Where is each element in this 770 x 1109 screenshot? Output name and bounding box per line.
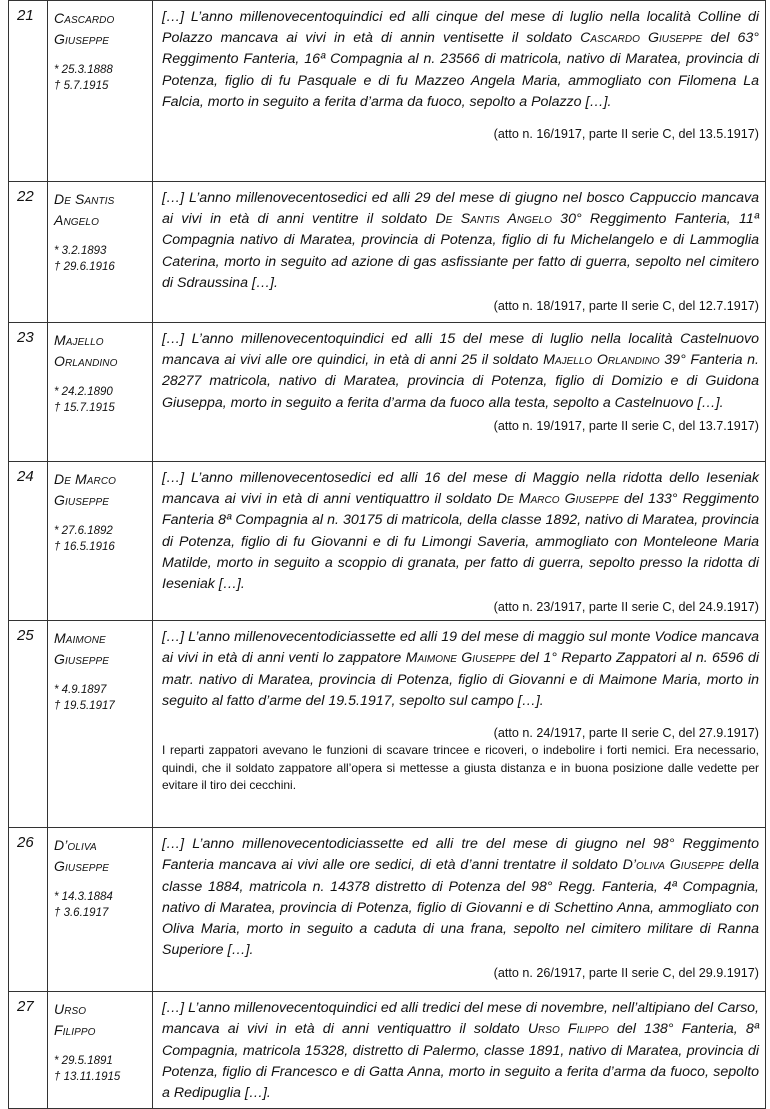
soldier-name-cell xyxy=(48,462,153,621)
birth-date: * 29.5.1891 xyxy=(54,1055,113,1068)
death-record-cell xyxy=(153,621,766,828)
explanatory-note: I reparti zappatori avevano le funzioni di scavare trincee e ricoveri, o indebolire i forti nemici. Era necessario, quindi, che il soldato zappatore all’opera si mettesse a giusta distanza e in buona posizione dalle vedette per evitare il tiro dei cecchini. xyxy=(162,743,759,793)
death-record-cell xyxy=(153,182,766,323)
record-soldier-name: Majello Orlandino xyxy=(543,352,660,369)
entry-number: 25 xyxy=(9,621,48,828)
soldier-given-name: Angelo xyxy=(54,212,99,228)
soldier-name-cell xyxy=(48,621,153,828)
birth-date: * 24.2.1890 xyxy=(54,386,113,398)
birth-date: * 3.2.1893 xyxy=(54,245,107,257)
record-soldier-name: De Marco Giuseppe xyxy=(496,491,619,508)
death-date: † 3.6.1917 xyxy=(54,907,109,920)
record-soldier-name: D’oliva Giuseppe xyxy=(622,857,725,874)
death-record-cell xyxy=(153,1,766,182)
act-reference: (atto n. 18/1917, parte II serie C, del 12.7.1917) xyxy=(493,299,759,314)
soldier-name-cell xyxy=(48,828,153,992)
act-reference: (atto n. 24/1917, parte II serie C, del 27.9.1917) xyxy=(493,726,759,741)
record-text: […] L’anno millenovecentosedici ed alli 16 del mese di Maggio nella ridotta dello Ieseniak mancava ai vivi in età di anni ventiquattro il soldato De Marco Giuseppe del 133° Reggimento Fanteria 8ª Compagnia al n. 30175 di matricola, della classe 1892, nativo di Maratea, provincia di Potenza, figlio di fu Giovanni e di fu Limongi Saveria, ammogliato con Monteleone Maria Matilde, morto in seguito a scoppio di granata, per fatto di guerra, sepolto presso la ridotta di Ieseniak […]. xyxy=(162,470,760,593)
death-date: † 16.5.1916 xyxy=(54,541,115,553)
birth-date: * 14.3.1884 xyxy=(54,891,113,904)
table-row xyxy=(9,992,766,1109)
death-record-cell xyxy=(153,992,766,1109)
death-record-cell xyxy=(153,462,766,621)
soldier-name-cell xyxy=(48,182,153,323)
table-row xyxy=(9,621,766,828)
soldier-surname: Majello xyxy=(54,332,104,348)
record-text: […] L’anno millenovecentoquindici ed alli tredici del mese di novembre, nell’altipiano del Carso, mancava ai vivi in età di anni ventiquattro il soldato Urso Filippo del 138° Fanteria, 8ª Compagnia, matricola 15328, distretto di Palermo, classe 1891, nativo di Maratea, provincia di Potenza, figlio di Francesco e di Gatta Anna, morto in seguito a ferita d’arma da fuoco, sepolto a Redipuglia […]. xyxy=(162,1000,759,1102)
soldier-given-name: Filippo xyxy=(54,1022,96,1039)
soldier-given-name: Giuseppe xyxy=(54,31,110,47)
entry-number: 27 xyxy=(9,992,48,1109)
table-row xyxy=(9,182,766,323)
soldier-name-cell xyxy=(48,992,153,1109)
soldier-surname: Cascardo xyxy=(54,10,115,26)
record-text: […] L’anno millenovecentodiciassette ed alli tre del mese di giugno nel 98° Reggimento Fanteria mancava ai vivi alle ore sedici, di età d’anni trentatre il soldato D’oliva Giuseppe della classe 1884, matricola n. 14378 distretto di Potenza del 98° Regg. Fanteria, 4ª Compagnia, nativo di Maratea, provincia di Potenza, figlio di Giovanni e di Schettino Anna, ammogliato con Oliva Maria, morto in seguito a caduta di una frana, sepolto nel cimitero militare di Ranna Superiore […]. xyxy=(162,836,759,959)
entry-number: 24 xyxy=(9,462,48,621)
birth-date: * 25.3.1888 xyxy=(54,64,113,76)
act-reference: (atto n. 16/1917, parte II serie C, del 13.5.1917) xyxy=(493,127,759,142)
entry-number: 21 xyxy=(9,1,48,182)
soldier-surname: Urso xyxy=(54,1001,87,1018)
entry-number: 22 xyxy=(9,182,48,323)
record-text: […] L’anno millenovecentoquindici ed alli cinque del mese di luglio nella località Colline di Polazzo mancava ai vivi in età di annin ventisette il soldato Cascardo Giuseppe del 63° Reggimento Fanteria, 16ª Compagnia al n. 23566 di matricola, nativo di Maratea, provincia di Potenza, figlio di fu Pasquale e di fu Mazzeo Angela Maria, ammogliato con Filomena La Falcia, morto in seguito a ferita d’arma da fuoco, sepolto a Polazzo […]. xyxy=(162,9,759,110)
record-soldier-name: De Santis Angelo xyxy=(435,211,552,228)
table-row xyxy=(9,323,766,462)
birth-date: * 27.6.1892 xyxy=(54,525,113,537)
birth-date: * 4.9.1897 xyxy=(54,684,107,697)
record-soldier-name: Urso Filippo xyxy=(527,1021,609,1038)
soldier-given-name: Giuseppe xyxy=(54,858,110,875)
fallen-soldiers-table xyxy=(8,0,766,1109)
soldier-name-cell xyxy=(48,1,153,182)
death-record-cell xyxy=(153,828,766,992)
table-row xyxy=(9,1,766,182)
soldier-surname: De Santis xyxy=(54,191,115,207)
death-date: † 15.7.1915 xyxy=(54,402,115,414)
soldier-given-name: Orlandino xyxy=(54,353,118,369)
record-soldier-name: Cascardo Giuseppe xyxy=(580,30,703,47)
table-row xyxy=(9,828,766,992)
soldier-name-cell xyxy=(48,323,153,462)
soldier-surname: De Marco xyxy=(54,471,117,487)
soldier-surname: Maimone xyxy=(54,630,106,647)
soldier-surname: D’oliva xyxy=(54,837,97,854)
death-record-cell xyxy=(153,323,766,462)
act-reference: (atto n. 26/1917, parte II serie C, del 29.9.1917) xyxy=(493,966,759,981)
record-text: […] L’anno millenovecentodiciassette ed alli 19 del mese di maggio sul monte Vodice mancava ai vivi in età di anni venti lo zappatore Maimone Giuseppe del 1° Reparto Zappatori al n. 6596 di matr. nativo di Maratea, provincia di Potenza, figlio di Giovanni e di Maimone Maria, morto in seguito al fatto d’arme del 19.5.1917, sepolto sul campo […]. xyxy=(162,629,760,709)
death-date: † 29.6.1916 xyxy=(54,261,115,273)
record-text: […] L’anno millenovecentosedici ed alli 29 del mese di giugno nel bosco Cappuccio mancava ai vivi in età di anni ventitre il soldato De Santis Angelo 30° Reggimento Fanteria, 11ª Compagnia nativo di Maratea, provincia di Potenza, figlio di fu Michelangelo e di Lammoglia Caterina, morto in seguito ad azione di gas asfissiante per fatto di guerra, sepolto nel cimitero di Sdraussina […]. xyxy=(162,190,760,291)
soldier-given-name: Giuseppe xyxy=(54,492,110,508)
death-date: † 13.11.1915 xyxy=(54,1071,121,1084)
entry-number: 23 xyxy=(9,323,48,462)
table-row xyxy=(9,462,766,621)
act-reference: (atto n. 23/1917, parte II serie C, del 24.9.1917) xyxy=(493,600,759,615)
document-page xyxy=(8,0,766,1109)
record-soldier-name: Maimone Giuseppe xyxy=(405,650,516,667)
death-date: † 19.5.1917 xyxy=(54,700,115,713)
death-date: † 5.7.1915 xyxy=(54,80,109,92)
record-text: […] L’anno millenovecentoquindici ed alli 15 del mese di luglio nella località Castelnuovo mancava ai vivi alle ore quindici, in età di anni 25 il soldato Majello Orlandino 39° Fanteria n. 28277 matricola, nativo di Maratea, provincia di Potenza, figlio di Domizio e di Guidona Giuseppa, morto in seguito a ferita d’arma da fuoco alla testa, sepolto a Castelnuovo […]. xyxy=(162,331,760,411)
act-reference: (atto n. 19/1917, parte II serie C, del 13.7.1917) xyxy=(493,418,759,433)
soldier-given-name: Giuseppe xyxy=(54,651,110,668)
entry-number: 26 xyxy=(9,828,48,992)
